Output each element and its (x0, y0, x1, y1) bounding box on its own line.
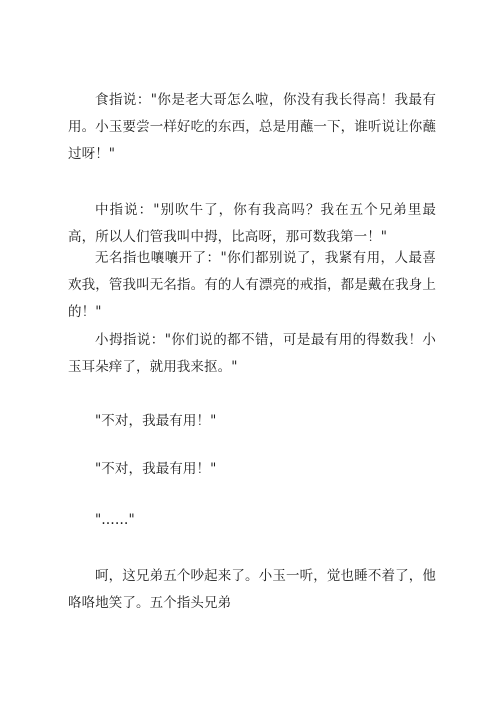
paragraph-ellipsis: "……" (95, 512, 135, 528)
paragraph-middle-finger: 中指说："别吹牛了，你有我高吗？我在五个兄弟里最高，所以人们管我叫中拇，比高呀，那可数我第一！" (68, 202, 436, 245)
paragraph-index-finger: 食指说："你是老大哥怎么啦，你没有我长得高！我最有用。小玉要尝一样好吃的东西，总是用蘸一下，谁听说让你蘸过呀！" (68, 92, 436, 162)
paragraph-quote-2: "不对，我最有用！" (95, 461, 217, 477)
paragraph-quote-1: "不对，我最有用！" (95, 413, 217, 429)
paragraph-conclusion: 呵，这兄弟五个吵起来了。小玉一听，觉也睡不着了，他咯咯地笑了。五个指头兄弟 (68, 568, 436, 611)
paragraph-ring-finger: 无名指也嚷嚷开了："你们都别说了，我紧有用，人最喜欢我，管我叫无名指。有的人有漂亮的戒指，都是戴在我身上的！" (68, 250, 436, 320)
paragraph-little-finger: 小拇指说："你们说的都不错，可是最有用的得数我！小玉耳朵痒了，就用我来抠。" (68, 332, 436, 375)
